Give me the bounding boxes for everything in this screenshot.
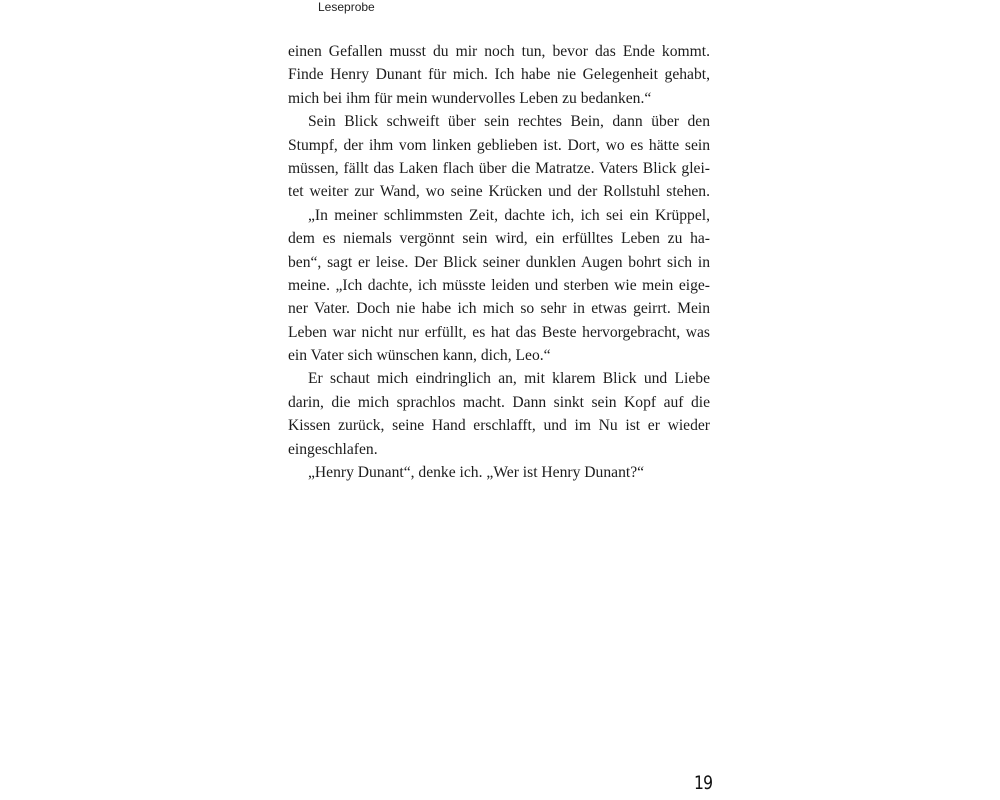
text-line: ein Vater sich wünschen kann, dich, Leo.“ — [288, 347, 551, 365]
text-line: ben“, sagt er leise. Der Blick seiner dunklen Augen bohrt sich in — [288, 253, 710, 271]
text-line: müssen, fällt das Laken flach über die Matratze. Vaters Blick glei- — [288, 159, 710, 177]
text-line: einen Gefallen musst du mir noch tun, bevor das Ende kommt. — [288, 43, 710, 60]
text-line: meine. „Ich dachte, ich müsste leiden und sterben wie mein eige- — [288, 276, 710, 294]
text-line: dem es niemals vergönnt sein wird, ein erfülltes Leben zu ha- — [288, 230, 710, 248]
text-line: darin, die mich sprachlos macht. Dann sinkt sein Kopf auf die — [288, 393, 710, 411]
text-line: Sein Blick schweift über sein rechtes Bein, dann über den — [308, 113, 710, 131]
text-line: Kissen zurück, seine Hand erschlafft, und im Nu ist er wieder — [288, 417, 710, 435]
text-line: „Henry Dunant“, denke ich. „Wer ist Henry Dunant?“ — [308, 464, 645, 482]
text-line: ner Vater. Doch nie habe ich mich so sehr in etwas geirrt. Mein — [288, 300, 710, 318]
running-header-label: Leseprobe — [318, 0, 375, 14]
text-line: Stumpf, der ihm vom linken geblieben ist. Dort, wo es hätte sein — [288, 136, 710, 154]
text-line: Finde Henry Dunant für mich. Ich habe nie Gelegenheit gehabt, — [288, 66, 710, 84]
page-number: 19 — [694, 772, 713, 794]
text-line: „In meiner schlimmsten Zeit, dachte ich, ich sei ein Krüppel, — [308, 206, 710, 224]
text-line: Leben war nicht nur erfüllt, es hat das Beste hervorgebracht, was — [288, 323, 710, 341]
text-line: tet weiter zur Wand, wo seine Krücken und der Rollstuhl stehen. — [288, 183, 710, 201]
book-text-body — [288, 40, 710, 484]
text-line: Er schaut mich eindringlich an, mit klarem Blick und Liebe — [308, 370, 710, 388]
text-line: eingeschlafen. — [288, 440, 378, 458]
text-line: mich bei ihm für mein wundervolles Leben zu bedanken.“ — [288, 89, 652, 107]
